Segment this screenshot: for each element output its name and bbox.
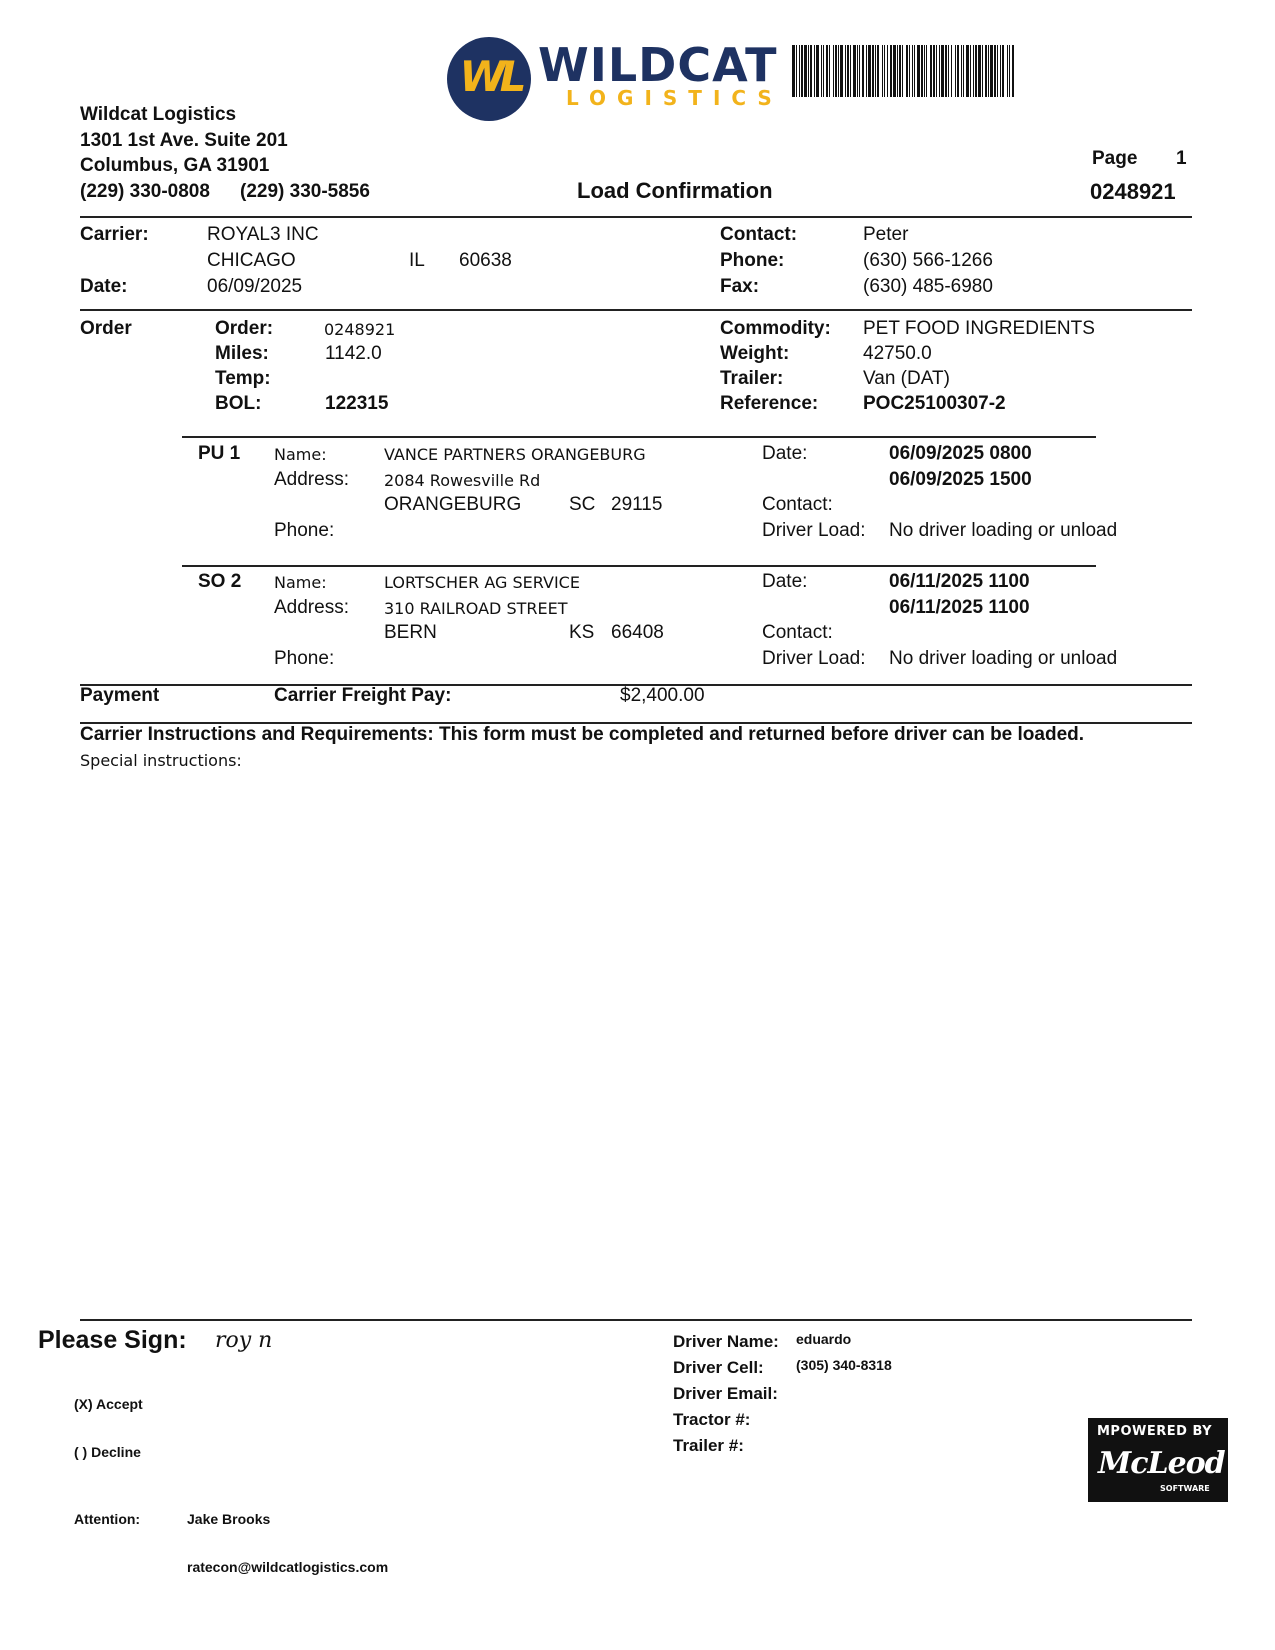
barcode-bar [921,45,923,97]
stop-date-label: Date: [762,571,808,592]
stop-name: VANCE PARTNERS ORANGEBURG [384,445,646,464]
divider [80,216,1192,218]
barcode-bar [826,45,828,97]
stop-zip: 66408 [611,622,664,643]
signature: roy n [215,1328,273,1353]
barcode-bar [948,45,949,97]
contact-label: Contact: [720,224,798,245]
barcode-bar [973,45,974,97]
barcode-bar [1009,45,1010,97]
barcode [792,45,1272,97]
barcode-bar [963,45,964,97]
stop-state: KS [569,622,595,643]
driver-name: eduardo [796,1331,852,1347]
barcode-bar [810,45,812,97]
barcode-bar [899,45,901,97]
barcode-bar [882,45,883,97]
accept-option[interactable]: (X) Accept [74,1396,143,1412]
barcode-bar [982,45,983,97]
barcode-bar [1002,45,1004,97]
stop-phone-label: Phone: [274,520,335,541]
decline-option[interactable]: ( ) Decline [74,1444,141,1460]
barcode-bar [909,45,910,97]
carrier-label: Carrier: [80,224,149,245]
stop-city: ORANGEBURG [384,494,522,515]
stop-name-label: Name: [274,573,327,592]
order-section-label: Order [80,318,132,339]
barcode-bar [1007,45,1008,97]
barcode-bar [906,45,908,97]
fax-label: Fax: [720,276,760,297]
phone-label: Phone: [720,250,785,271]
stop-contact-label: Contact: [762,622,833,643]
barcode-bar [936,45,937,97]
order-label: Order: [215,318,274,339]
barcode-bar [799,45,800,97]
divider [182,565,1096,567]
barcode-bar [847,45,849,97]
barcode-bar [912,45,913,97]
divider [80,1319,1192,1321]
stop-date-end: 06/09/2025 1500 [889,469,1032,490]
barcode-bar [970,45,971,97]
bol-label: BOL: [215,393,262,414]
document-number: 0248921 [1090,179,1176,204]
stop-address-label: Address: [274,597,349,618]
weight-value: 42750.0 [863,343,932,364]
stop-date-start: 06/09/2025 0800 [889,443,1032,464]
barcode-bar [845,45,846,97]
barcode-bar [930,45,932,97]
divider [80,309,1192,311]
logo-subtitle: LOGISTICS [566,86,783,110]
company-phone-2: (229) 330-5856 [240,181,370,202]
miles-value: 1142.0 [325,343,382,364]
barcode-bar [933,45,935,97]
stop-address: 2084 Rowesville Rd [384,471,541,490]
divider [182,436,1096,438]
stop-driver-load: No driver loading or unload [889,520,1118,541]
barcode-bar [939,45,940,97]
company-address-line1: 1301 1st Ave. Suite 201 [80,130,288,151]
barcode-bar [838,45,839,97]
barcode-bar [850,45,851,97]
badge-line2: McLeod [1098,1446,1225,1481]
carrier-city: CHICAGO [207,250,296,271]
company-name: Wildcat Logistics [80,104,237,125]
commodity-value: PET FOOD INGREDIENTS [863,318,1095,339]
barcode-bar [902,45,903,97]
barcode-bar [814,45,815,97]
barcode-bar [792,45,795,97]
trailer-label: Trailer: [720,368,784,389]
barcode-bar [821,45,822,97]
date-label: Date: [80,276,128,297]
barcode-bar [833,45,834,97]
barcode-bar [1012,45,1014,97]
carrier-contact: Peter [863,224,909,245]
carrier-state: IL [409,250,425,271]
carrier-phone: (630) 566-1266 [863,250,993,271]
barcode-bar [877,45,879,97]
stop-date-label: Date: [762,443,808,464]
trailer-number-label: Trailer #: [673,1436,744,1455]
barcode-bar [941,45,944,97]
barcode-bar [966,45,969,97]
barcode-bar [823,45,824,97]
stop-name-label: Name: [274,445,327,464]
order-number: 0248921 [324,320,396,339]
barcode-bar [988,45,989,97]
barcode-bar [890,45,892,97]
instructions-heading: Carrier Instructions and Requirements: This form must be completed and returned before driver can be loaded. [80,724,1085,745]
driver-cell-label: Driver Cell: [673,1358,764,1377]
stop-date-start: 06/11/2025 1100 [889,571,1030,592]
commodity-label: Commodity: [720,318,831,339]
barcode-bar [887,45,888,97]
driver-name-label: Driver Name: [673,1332,779,1351]
barcode-bar [1000,45,1001,97]
reference-value: POC25100307-2 [863,393,1006,414]
barcode-bar [961,45,962,97]
carrier-name: ROYAL3 INC [207,224,319,245]
barcode-bar [994,45,996,97]
barcode-bar [829,45,830,97]
barcode-bar [853,45,856,97]
page-label: Page [1092,148,1138,169]
miles-label: Miles: [215,343,269,364]
barcode-bar [835,45,837,97]
barcode-bar [897,45,898,97]
barcode-bar [804,45,807,97]
temp-label: Temp: [215,368,271,389]
stop-code: SO 2 [198,571,242,592]
barcode-bar [866,45,867,97]
badge-line1: MPOWERED BY [1097,1424,1213,1439]
barcode-bar [796,45,797,97]
barcode-bar [957,45,959,97]
stop-driver-load-label: Driver Load: [762,648,866,669]
barcode-bar [997,45,998,97]
barcode-bar [816,45,819,97]
stop-phone-label: Phone: [274,648,335,669]
barcode-bar [951,45,952,97]
document-title: Load Confirmation [577,178,773,203]
carrier-fax: (630) 485-6980 [863,276,993,297]
barcode-bar [840,45,843,97]
barcode-bar [955,45,956,97]
barcode-bar [975,45,977,97]
driver-email-label: Driver Email: [673,1384,778,1403]
driver-cell: (305) 340-8318 [796,1357,892,1373]
barcode-bar [862,45,864,97]
barcode-bar [872,45,874,97]
barcode-bar [808,45,809,97]
stop-code: PU 1 [198,443,241,464]
badge-line3: SOFTWARE [1160,1484,1210,1493]
barcode-bar [978,45,981,97]
payment-section-label: Payment [80,685,160,706]
attention-name: Jake Brooks [187,1511,271,1527]
tractor-label: Tractor #: [673,1410,751,1429]
attention-label: Attention: [74,1511,141,1527]
reference-label: Reference: [720,393,819,414]
barcode-bar [990,45,993,97]
carrier-zip: 60638 [459,250,512,271]
barcode-bar [868,45,871,97]
trailer-value: Van (DAT) [863,368,950,389]
freight-pay-amount: $2,400.00 [620,685,705,706]
barcode-bar [914,45,915,97]
barcode-bar [893,45,896,97]
stop-state: SC [569,494,596,515]
please-sign-label: Please Sign: [38,1326,187,1354]
stop-city: BERN [384,622,437,643]
attention-email[interactable]: ratecon@wildcatlogistics.com [187,1559,389,1575]
barcode-bar [884,45,885,97]
barcode-bar [926,45,927,97]
stop-address-label: Address: [274,469,349,490]
barcode-bar [859,45,860,97]
barcode-bar [924,45,925,97]
company-address-line2: Columbus, GA 31901 [80,155,270,176]
carrier-date: 06/09/2025 [207,276,303,297]
special-instructions-label: Special instructions: [80,751,242,770]
stop-contact-label: Contact: [762,494,833,515]
barcode-bar [801,45,803,97]
barcode-bar [857,45,858,97]
stop-zip: 29115 [611,494,663,515]
stop-date-end: 06/11/2025 1100 [889,597,1030,618]
freight-pay-label: Carrier Freight Pay: [274,685,452,706]
company-phone-1: (229) 330-0808 [80,181,210,202]
bol-value: 122315 [325,393,389,414]
stop-driver-load: No driver loading or unload [889,648,1118,669]
logo-wordmark: WILDCAT [538,38,778,92]
stop-name: LORTSCHER AG SERVICE [384,573,580,592]
barcode-bar [917,45,920,97]
logo-mark-letters: WL [459,52,521,101]
stop-address: 310 RAILROAD STREET [384,599,568,618]
page-number: 1 [1176,148,1187,169]
stop-driver-load-label: Driver Load: [762,520,866,541]
mcleod-badge [1088,1418,1228,1502]
barcode-bar [945,45,947,97]
barcode-bar [985,45,987,97]
weight-label: Weight: [720,343,790,364]
barcode-bar [875,45,876,97]
